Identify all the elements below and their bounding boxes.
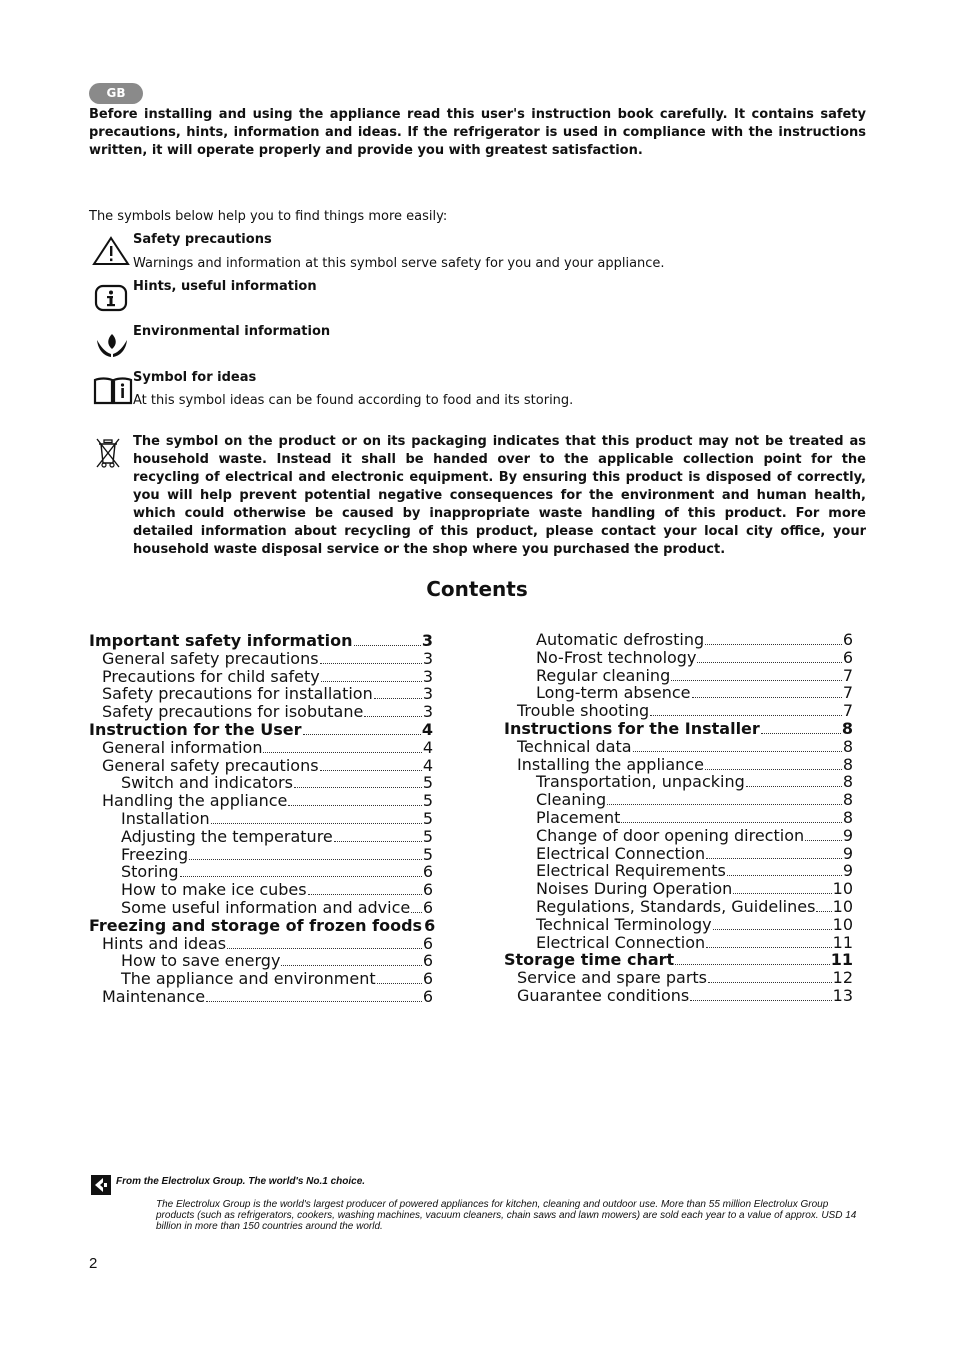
toc-leader-dots <box>263 751 421 753</box>
toc-leader-dots <box>320 769 422 771</box>
toc-entry-page: 4 <box>422 737 433 757</box>
toc-entry <box>517 755 853 773</box>
toc-leader-dots <box>805 839 842 841</box>
toc-entry-page: 8 <box>842 736 853 756</box>
toc-entry <box>536 861 853 879</box>
toc-entry-page: 6 <box>422 987 433 1006</box>
toc-entry <box>121 969 433 987</box>
toc-entry-title: Important safety information <box>89 631 353 650</box>
toc-leader-dots <box>746 785 842 787</box>
toc-entry-page: 10 <box>832 879 853 899</box>
toc-entry-title: Adjusting the temperature <box>121 826 333 846</box>
electrolux-logo-icon <box>91 1175 111 1195</box>
toc-entry-page: 9 <box>842 861 853 881</box>
toc-entry <box>536 897 853 915</box>
toc-entry-title: Handling the appliance <box>102 791 288 811</box>
toc-leader-dots <box>671 679 842 681</box>
toc-entry <box>102 756 433 774</box>
toc-entry-page: 3 <box>422 648 433 668</box>
toc-entry-title: Noises During Operation <box>536 879 733 899</box>
toc-entry <box>517 701 853 719</box>
toc-entry-title: How to save energy <box>121 951 281 971</box>
toc-entry-title: Trouble shooting <box>517 701 650 721</box>
toc-entry-page: 6 <box>842 630 853 649</box>
toc-entry <box>536 879 853 897</box>
toc-entry <box>536 772 853 790</box>
toc-leader-dots <box>334 840 422 842</box>
toc-entry-title: Precautions for child safety <box>102 666 320 686</box>
toc-entry <box>89 915 436 935</box>
toc-entry-page: 3 <box>422 666 433 686</box>
toc-entry <box>536 790 853 808</box>
toc-leader-dots <box>690 999 831 1001</box>
toc-leader-dots <box>692 696 842 698</box>
toc-leader-dots <box>227 947 422 949</box>
toc-entry <box>536 808 853 826</box>
toc-entry-page: 5 <box>422 773 433 793</box>
symbol-title-ideas: Symbol for ideas <box>133 370 257 385</box>
symbol-desc-ideas: At this symbol ideas can be found according to food and its storing. <box>133 393 574 408</box>
toc-entry-page: 11 <box>830 950 853 970</box>
toc-entry-title: Maintenance <box>102 987 206 1006</box>
toc-entry-page: 9 <box>842 825 853 845</box>
toc-entry-title: Regular cleaning <box>536 665 671 685</box>
toc-leader-dots <box>374 697 422 699</box>
toc-entry <box>121 898 433 916</box>
toc-entry <box>504 719 853 737</box>
toc-entry-page: 5 <box>422 826 433 846</box>
footer-tagline: From the Electrolux Group. The world's No.1 choice. <box>116 1176 366 1187</box>
toc-leader-dots <box>411 911 422 913</box>
toc-entry <box>517 986 853 1004</box>
toc-entry-page: 10 <box>832 914 853 934</box>
toc-entry-page: 10 <box>832 897 853 916</box>
toc-entry-title: Installation <box>121 809 210 828</box>
intro-paragraph: Before installing and using the appliance read this user's instruction book carefully. It contains safety precautions, hints, information and ideas. If the refrigerator is used in compliance with the instructions written, it will operate properly and provide you with greatest satisfaction. <box>89 107 866 158</box>
toc-leader-dots <box>706 946 831 948</box>
toc-leader-dots <box>727 874 842 876</box>
toc-entry-page: 3 <box>422 684 433 704</box>
toc-entry-page: 6 <box>842 647 853 667</box>
toc-entry-page: 7 <box>842 665 853 685</box>
symbol-title-hints: Hints, useful information <box>133 279 317 294</box>
contents-heading: Contents <box>426 577 528 601</box>
toc-entry-page: 6 <box>422 898 433 917</box>
toc-leader-dots <box>180 875 422 877</box>
toc-entry <box>121 880 433 898</box>
toc-entry <box>102 987 433 1005</box>
toc-entry-title: Placement <box>536 808 621 827</box>
toc-entry-title: Automatic defrosting <box>536 630 705 649</box>
toc-entry <box>517 737 853 755</box>
toc-entry-title: Switch and indicators <box>121 773 293 793</box>
toc-leader-dots <box>705 643 842 645</box>
toc-entry-title: Long-term absence <box>536 683 691 703</box>
toc-entry-page: 6 <box>422 969 433 989</box>
toc-entry <box>121 827 433 845</box>
toc-entry-title: Freezing and storage of frozen foods <box>89 915 423 935</box>
toc-entry-page: 8 <box>842 754 853 774</box>
toc-entry-page: 8 <box>842 808 853 827</box>
toc-leader-dots <box>607 803 842 805</box>
info-icon <box>94 283 128 313</box>
toc-leader-dots <box>211 822 422 824</box>
toc-entry-page: 3 <box>421 631 433 650</box>
toc-leader-dots <box>189 858 422 860</box>
toc-leader-dots <box>713 928 832 930</box>
symbols-help: The symbols below help you to find things more easily: <box>89 209 448 224</box>
toc-entry-page: 4 <box>421 720 433 739</box>
toc-entry <box>102 667 433 685</box>
toc-entry-title: Safety precautions for isobutane <box>102 702 364 722</box>
toc-entry-page: 6 <box>422 951 433 971</box>
toc-leader-dots <box>206 1000 422 1002</box>
toc-entry-page: 6 <box>422 880 433 900</box>
toc-entry <box>536 630 853 648</box>
toc-leader-dots <box>633 750 842 752</box>
toc-entry <box>504 950 853 968</box>
toc-entry-page: 5 <box>422 791 433 811</box>
toc-entry-title: Regulations, Standards, Guidelines <box>536 897 816 916</box>
toc-leader-dots <box>321 680 422 682</box>
toc-entry <box>536 915 853 933</box>
toc-leader-dots <box>706 857 842 859</box>
toc-entry-title: Storage time chart <box>504 950 675 970</box>
toc-leader-dots <box>281 964 421 966</box>
toc-entry-title: Instruction for the User <box>89 720 302 739</box>
toc-leader-dots <box>708 981 832 983</box>
environment-icon <box>94 330 130 360</box>
toc-leader-dots <box>733 892 831 894</box>
page-number: 2 <box>89 1255 98 1272</box>
toc-leader-dots <box>816 910 831 912</box>
toc-entry <box>102 934 433 952</box>
toc-entry-title: The appliance and environment <box>121 969 376 989</box>
toc-leader-dots <box>650 714 842 716</box>
toc-entry-page: 6 <box>424 915 436 935</box>
toc-entry <box>536 844 853 862</box>
crossed-out-bin-icon <box>95 437 121 469</box>
toc-entry <box>121 862 433 880</box>
toc-entry-title: Installing the appliance <box>517 754 704 774</box>
toc-leader-dots <box>761 732 841 734</box>
toc-entry-title: Transportation, unpacking <box>536 772 745 792</box>
toc-entry <box>536 648 853 666</box>
toc-entry-page: 11 <box>832 932 853 952</box>
toc-entry-page: 8 <box>842 790 853 810</box>
toc-entry-page: 6 <box>422 862 433 882</box>
toc-entry-title: No-Frost technology <box>536 647 697 667</box>
toc-entry <box>536 826 853 844</box>
toc-entry-title: General safety precautions <box>102 648 319 668</box>
toc-leader-dots <box>377 982 422 984</box>
toc-leader-dots <box>621 821 841 823</box>
toc-entry <box>517 968 853 986</box>
toc-entry-page: 12 <box>832 968 853 988</box>
toc-entry-title: Technical data <box>517 736 632 756</box>
toc-entry-title: Cleaning <box>536 790 607 810</box>
toc-entry-page: 5 <box>422 809 433 828</box>
symbol-title-environment: Environmental information <box>133 324 331 339</box>
toc-entry <box>102 702 433 720</box>
toc-entry <box>102 684 433 702</box>
toc-entry-title: General information <box>102 737 263 757</box>
toc-entry <box>102 649 433 667</box>
toc-entry-title: Instructions for the Installer <box>504 719 760 738</box>
toc-entry-page: 5 <box>422 844 433 864</box>
toc-entry-page: 7 <box>842 701 853 721</box>
toc-entry-title: Hints and ideas <box>102 933 227 953</box>
toc-entry-title: Electrical Connection <box>536 932 706 952</box>
toc-entry <box>121 951 433 969</box>
symbol-desc-safety: Warnings and information at this symbol serve safety for you and your appliance. <box>133 256 665 271</box>
weee-notice: The symbol on the product or on its packaging indicates that this product may not be treated as household waste. Instead it shall be handed over to the applicable collection point for the recycling of electrical and electronic equipment. By ensuring this product is disposed of correctly, you will help prevent potential negative consequences for the environment and human health, which could otherwise be caused by inappropriate waste handling of this product. For more detailed information about recycling of this product, please contact your local city office, your household waste disposal service or the shop where you purchased the product. <box>133 434 866 557</box>
warning-triangle-icon <box>92 236 130 266</box>
toc-entry <box>102 738 433 756</box>
toc-entry-page: 7 <box>842 683 853 703</box>
toc-entry-title: Guarantee conditions <box>517 986 690 1005</box>
toc-entry <box>89 631 433 649</box>
toc-leader-dots <box>697 661 841 663</box>
open-book-icon <box>93 375 133 407</box>
toc-entry-page: 6 <box>422 933 433 953</box>
toc-entry <box>89 720 433 738</box>
toc-entry-page: 4 <box>422 755 433 775</box>
toc-entry-title: How to make ice cubes <box>121 880 307 900</box>
toc-entry <box>536 683 853 701</box>
toc-entry <box>536 933 853 951</box>
toc-leader-dots <box>294 786 422 788</box>
toc-entry-page: 8 <box>842 772 853 792</box>
toc-leader-dots <box>320 662 422 664</box>
toc-entry-title: Safety precautions for installation <box>102 684 373 704</box>
toc-entry-title: Electrical Connection <box>536 843 706 863</box>
toc-entry-title: Technical Terminology <box>536 914 712 934</box>
toc-entry-title: Service and spare parts <box>517 968 708 988</box>
toc-entry-title: Some useful information and advice <box>121 898 411 917</box>
language-badge: GB <box>89 83 143 104</box>
toc-leader-dots <box>288 804 421 806</box>
toc-leader-dots <box>675 963 830 965</box>
toc-entry-page: 13 <box>832 986 853 1005</box>
toc-entry <box>102 791 433 809</box>
toc-entry <box>536 666 853 684</box>
toc-leader-dots <box>308 893 422 895</box>
toc-entry <box>121 809 433 827</box>
symbol-title-safety: Safety precautions <box>133 232 272 247</box>
toc-leader-dots <box>303 733 421 735</box>
toc-entry-page: 3 <box>422 702 433 722</box>
footer-about: The Electrolux Group is the world's largest producer of powered appliances for kitchen, cleaning and outdoor use. More than 55 million Electrolux Group products (such as refrigerators, cookers, washing machines, vacuum cleaners, chain saws and lawn mowers) are sold each year to a value of approx. USD 14 billion in more than 150 countries around the world. <box>156 1199 857 1232</box>
toc-entry-title: Storing <box>121 862 179 882</box>
toc-entry-title: Electrical Requirements <box>536 861 726 881</box>
toc-leader-dots <box>354 644 421 646</box>
toc-entry <box>121 773 433 791</box>
toc-entry-title: Freezing <box>121 844 189 864</box>
toc-entry-page: 8 <box>841 719 853 738</box>
toc-entry <box>121 845 433 863</box>
toc-entry-title: General safety precautions <box>102 755 319 775</box>
toc-leader-dots <box>364 715 421 717</box>
toc-leader-dots <box>705 768 842 770</box>
toc-entry-title: Change of door opening direction <box>536 825 805 845</box>
toc-entry-page: 9 <box>842 843 853 863</box>
